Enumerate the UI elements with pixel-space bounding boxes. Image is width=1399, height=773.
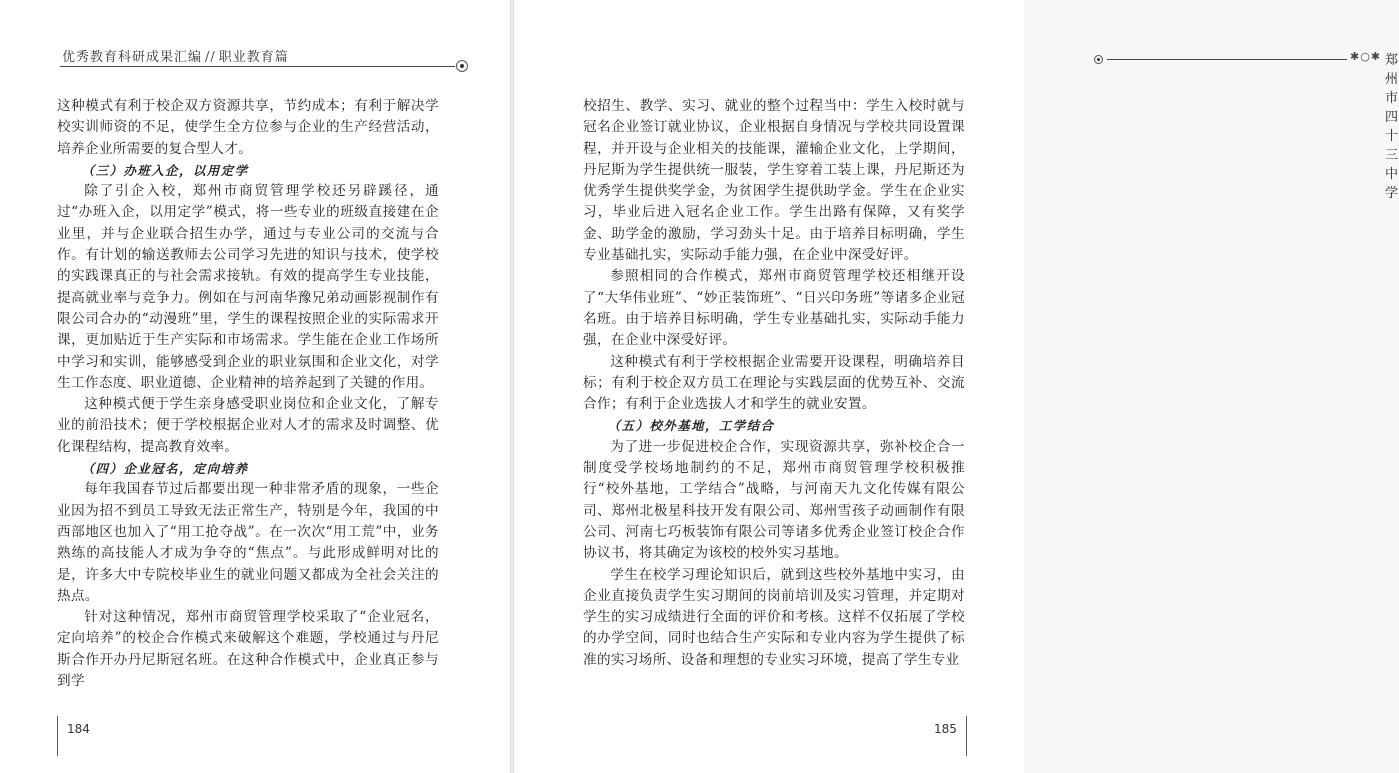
paragraph: 这种模式便于学生亲身感受职业岗位和企业文化，了解专业的前沿技术；便于学校根据企业对人才的需求及时调整、优化课程结构，提高教育效率。 xyxy=(57,396,439,455)
book-title: 优秀教育科研成果汇编 xyxy=(62,50,203,65)
paragraph: 这种模式有利于校企双方资源共享，节约成本；有利于解决学校实训师资的不足，使学生全方位参与企业的生产经营活动，培养企业所需要的复合型人才。 xyxy=(57,98,439,157)
left-body-text xyxy=(57,96,439,692)
paragraph: 为了进一步促进校企合作，实现资源共享，弥补校企合一制度受学校场地制约的不足，郑州市商贸管理学校积极推行“校外基地，工学结合”战略，与河南天九文化传媒有限公司、郑州北极星科技开发有限公司、郑州雪孩子动画制作有限公司、河南七巧板装饰有限公司等诸多优秀企业签订校企合作协议书，将其确定为该校的校外实习基地。 xyxy=(583,438,965,562)
paragraph: 每年我国春节过后都要出现一种非常矛盾的现象，一些企业因为招不到员工导致无法正常生产，特别是今年，我国的中西部地区也加入了“用工抢夺战”。在一次次“用工荒”中，业务熟练的高技能人才成为争夺的“焦点”。与此形成鲜明对比的是，许多大中专院校毕业生的就业问题又都成为全社会关注的热点。 xyxy=(57,481,439,604)
header-dot-ornament xyxy=(456,60,468,72)
section-heading: （五）校外基地，工学结合 xyxy=(607,418,775,434)
page-number: 185 xyxy=(934,722,957,736)
right-body-text xyxy=(583,96,965,671)
book-gutter xyxy=(510,0,514,773)
paragraph: 这种模式有利于学校根据企业需要开设课程，明确培养目标；有利于校企双方员工在理论与实践层面的优势互补、交流合作；有利于企业选拔人才和学生的就业安置。 xyxy=(583,353,965,413)
school-title: 郑州市四十三中学 xyxy=(1385,53,1399,201)
section-heading: （四）企业冠名，定向培养 xyxy=(81,461,249,477)
paragraph: 除了引企入校，郑州市商贸管理学校还另辟蹊径，通过“办班入企，以用定学”模式，将一些专业的班级直接建在企业里，并与企业联合招生办学，通过与专业公司的交流与合作。有计划的输送教师去公司学习先进的知识与技术，使学校的实践课真正的与社会需求接轨。有效的提高学生专业技能，提高就业率与竞争力。例如在与河南华豫兄弟动画影视制作有限公司合办的“动漫班”里，学生的课程按照企业的实际需求开课，更加贴近于生产实际和市场需求。学生能在企业工作场所中学习和实训，能够感受到企业的职业氛围和企业文化，对学生工作态度、职业道德、企业精神的培养起到了关键的作用。 xyxy=(57,183,439,391)
page-number: 184 xyxy=(67,722,90,736)
paragraph: 参照相同的合作模式，郑州市商贸管理学校还相继开设了“大华伟业班”、“妙正装饰班”、“日兴印务班”等诸多企业冠名班。由于培养目标明确，学生专业基础扎实，实际动手能力强，在企业中深受好评。 xyxy=(583,268,965,349)
header-rule xyxy=(1107,59,1347,60)
footer-rule xyxy=(966,716,967,756)
section-title: 职业教育篇 xyxy=(218,50,289,65)
header-dot-ornament xyxy=(1094,55,1103,64)
left-page xyxy=(0,0,512,773)
paragraph: 针对这种情况，郑州市商贸管理学校采取了“企业冠名，定向培养”的校企合作模式来破解这个难题，学校通过与丹尼斯合作开办丹尼斯冠名班。在这种合作模式中，企业真正参与到学 xyxy=(57,609,439,690)
running-header-left xyxy=(62,46,289,65)
section-heading: （三）办班入企，以用定学 xyxy=(81,162,249,178)
footer-rule xyxy=(57,716,58,756)
paragraph: 学生在校学习理论知识后，就到这些校外基地中实习，由企业直接负责学生实习期间的岗前培训及实习管理，并定期对学生的实习成绩进行全面的评价和考核。这样不仅拓展了学校的办学空间，同时也结合生产实际和专业内容为学生提供了标准的实习场所、设备和理想的专业实习环境，提高了学生专业 xyxy=(583,566,965,668)
paragraph: 校招生、教学、实习、就业的整个过程当中：学生入校时就与冠名企业签订就业协议，企业根据自身情况与学校共同设置课程，并开设与企业相关的技能课，灌输企业文化，上学期间，丹尼斯为学生提供统一服装，学生穿着工装上课，丹尼斯还为优秀学生提供奖学金，为贫困学生提供助学金。学生在企业实习，毕业后进入冠名企业工作。学生出路有保障，又有奖学金、助学金的激励，学习劲头十足。由于培养目标明确，学生专业基础扎实，实际动手能力强，在企业中深受好评。 xyxy=(583,98,965,264)
header-rule xyxy=(60,66,455,67)
header-star-ornament: ✱○✱ xyxy=(1350,50,1382,63)
header-separator: // xyxy=(205,50,216,65)
right-page xyxy=(512,0,1399,773)
